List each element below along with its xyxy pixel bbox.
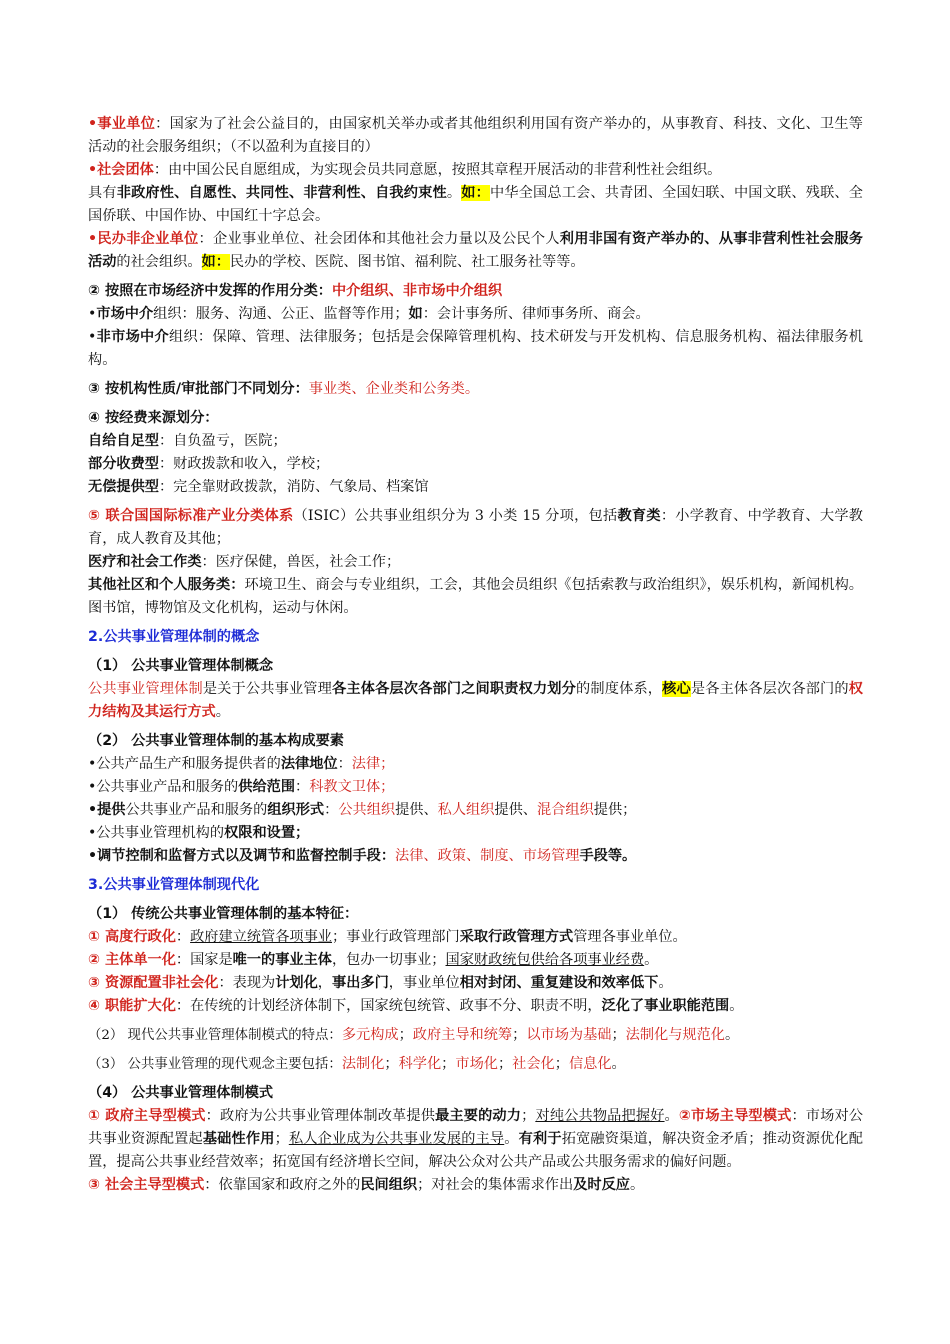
subheading-models: [88, 1082, 863, 1105]
text: 中华全国总工会、共青团、全国妇联、中国文联、残联、全国侨联、中国作协、中国红十字总会。: [88, 185, 863, 224]
bold-text: 唯一的事业主体: [232, 952, 332, 968]
text: 管理各事业单位。: [573, 929, 687, 945]
text: 提供、: [395, 802, 438, 818]
definition-text: ：由中国公民自愿组成，为实现会员共同意愿，按照其章程开展活动的非营利性社会组织。: [153, 162, 722, 178]
text: 的制度体系，: [576, 681, 663, 697]
red-text: ③ 社会主导型模式: [88, 1177, 205, 1193]
section-title: ④ 按经费来源划分：: [88, 410, 219, 426]
red-text: 中介组织、非市场中介组织: [331, 283, 503, 299]
paragraph-partial-fee: [88, 453, 863, 476]
text: ：国家是: [175, 952, 233, 968]
highlight-example: 如：: [201, 254, 230, 270]
red-text: 法律、政策、制度、市场管理: [395, 848, 580, 864]
text: 环境卫生、商会与专业组织，工会，其他会员组织《包括索教与政治组织》，娱乐机构，新闻机构。图书馆，博物馆及文化机构，运动与休闲。: [88, 577, 863, 616]
subheading-1: [88, 655, 863, 678]
text: •公共事业产品和服务的: [88, 779, 239, 795]
bold-text: 非市场中介: [96, 329, 169, 345]
bold-text: 有利于: [518, 1131, 562, 1147]
text: •公共产品生产和服务提供者的: [88, 756, 281, 772]
subsection-title: （1） 传统公共事业管理体制的基本特征：: [88, 906, 359, 922]
text: ：小学教育、中学教育、大学教育，成人教育及其他；: [88, 508, 863, 547]
text: ；: [521, 1108, 536, 1124]
red-text: 混合组织: [537, 802, 594, 818]
red-text: 私人组织: [437, 802, 495, 818]
text: 是各主体各层次各部门的: [690, 681, 849, 697]
bold-text: 相对封闭、重复建设和效率低下: [459, 975, 659, 991]
red-text: 以市场为基础: [526, 1027, 612, 1043]
bold-text: 非政府性、自愿性、共同性、非营利性、自我约束性: [116, 185, 447, 201]
definition-text: ：国家为了社会公益目的，由国家机关举办或者其他组织利用国有资产举办的，从事教育、科技、文化、卫生等活动的社会服务组织；（不以盈利为直接目的）: [88, 116, 863, 155]
text: ：: [337, 756, 352, 772]
term-label: •事业单位: [88, 116, 156, 132]
red-text: 科学化: [398, 1056, 442, 1072]
text: 。: [629, 1177, 645, 1193]
paragraph-market-intermediary: [88, 303, 863, 326]
feature-resource-allocation: [88, 972, 863, 995]
text: 。: [215, 704, 230, 720]
bold-text: 泛化了事业职能范围: [601, 998, 730, 1014]
text: ：完全靠财政拨款，消防、气象局、档案馆: [158, 479, 429, 495]
text: 。: [729, 998, 744, 1014]
paragraph-free-provision: [88, 476, 863, 499]
bold-text: 基础性作用: [202, 1131, 275, 1147]
subheading-traditional: [88, 903, 863, 926]
text: ：会计事务所、律师事务所、商会。: [422, 306, 650, 322]
paragraph-modern-concepts: [88, 1053, 863, 1076]
bold-text: 如: [408, 306, 423, 322]
term-label: •社会团体: [88, 162, 154, 178]
bold-text: 手段等。: [579, 848, 637, 864]
heading-funding-source: [88, 407, 863, 430]
bold-text: 其他社区和个人服务类：: [88, 577, 245, 593]
text: （3） 公共事业管理的现代观念主要包括：: [88, 1057, 342, 1072]
red-text: 市场化: [455, 1056, 498, 1072]
bold-text: •调节控制和监督方式以及调节和监督控制手段：: [88, 848, 396, 864]
document-body: [88, 113, 863, 1197]
paragraph-society-model: [88, 1174, 863, 1197]
paragraph-gov-market-models: [88, 1105, 863, 1174]
list-item-supply-scope: [88, 776, 863, 799]
bold-text: 市场中介: [96, 306, 154, 322]
text: •公共事业管理机构的: [88, 825, 225, 841]
red-text: 多元构成: [341, 1027, 399, 1043]
paragraph-modern-features: [88, 1024, 863, 1047]
paragraph-non-market-intermediary: [88, 326, 863, 372]
red-text: ⑤ 联合国国际标准产业分类体系: [88, 508, 294, 524]
text: 。: [611, 1056, 626, 1072]
list-item-legal-status: [88, 753, 863, 776]
text: 。: [724, 1027, 740, 1043]
red-text: 科教文卫体；: [309, 779, 395, 795]
section-title: ③ 按机构性质/审批部门不同划分：: [88, 381, 309, 397]
text: ；: [274, 1131, 289, 1147]
text: ：市场对公共事业资源配置起: [88, 1108, 863, 1147]
text: ：财政拨款和收入，学校；: [158, 456, 330, 472]
list-item-control-methods: [88, 845, 863, 868]
paragraph-medical-social: [88, 551, 863, 574]
text: ，包办一切事业；: [331, 952, 446, 968]
bold-text: 采取行政管理方式: [459, 929, 574, 945]
heading-market-role: [88, 280, 863, 303]
bullet: •: [88, 306, 97, 322]
text: 组织：服务、沟通、公正、监督等作用；: [153, 306, 409, 322]
text: （2） 现代公共事业管理体制模式的特点：: [88, 1028, 342, 1043]
text: ；: [512, 1027, 527, 1043]
text: ：政府为公共事业管理体制改革提供: [205, 1108, 436, 1124]
text: ：: [324, 802, 339, 818]
term-label: •民办非企业单位: [88, 231, 199, 247]
bold-text: 最主要的动力: [435, 1108, 522, 1124]
bold-text: 权限和设置；: [224, 825, 310, 841]
text: 。: [664, 1108, 679, 1124]
red-text: ① 政府主导型模式: [88, 1108, 206, 1124]
text: 是关于公共事业管理: [202, 681, 333, 697]
red-text: 法制化: [341, 1056, 385, 1072]
text: 拓宽融资渠道，解决资金矛盾；推动资源优化配置，提高公共事业经营效率；拓宽国有经济增长空间，解决公众对公共产品或公共服务需求的偏好问题。: [88, 1131, 863, 1170]
bold-text: 利用非国有资产举办的、从事非营利性社会服务活动: [88, 231, 863, 270]
red-text: ②市场主导型模式: [678, 1108, 792, 1124]
bold-text: 计划化: [275, 975, 318, 991]
bold-text: 及时反应: [573, 1177, 630, 1193]
heading-institution-nature: [88, 378, 863, 401]
text: ；: [554, 1056, 569, 1072]
subsection-title: （4） 公共事业管理体制模式: [88, 1085, 274, 1101]
text: ；事业行政管理部门: [331, 929, 460, 945]
bold-text: 供给范围: [238, 779, 296, 795]
text: ：在传统的计划经济体制下，国家统包统管、政事不分、职责不明，: [175, 998, 602, 1014]
bold-text: 组织形式: [267, 802, 325, 818]
red-text: ④ 职能扩大化: [88, 998, 176, 1014]
text: ；: [441, 1056, 456, 1072]
bold-text: 自给自足型: [88, 433, 159, 449]
bold-text: 民间组织: [360, 1177, 418, 1193]
paragraph-social-group-features: [88, 182, 863, 228]
text: （ISIC）公共事业组织分为 3 小类 15 分项，包括: [293, 508, 618, 524]
bold-text: 医疗和社会工作类: [88, 554, 202, 570]
underlined-text: 私人企业成为公共事业发展的主导: [288, 1131, 505, 1147]
highlight-text: 核心: [662, 681, 691, 697]
bold-text: 法律地位: [280, 756, 338, 772]
paragraph-isic: [88, 505, 863, 551]
red-text: ① 高度行政化: [88, 929, 176, 945]
paragraph-self-sufficient: [88, 430, 863, 453]
text: ；: [398, 1027, 413, 1043]
bold-text: •提供: [88, 802, 126, 818]
subsection-title: （2） 公共事业管理体制的基本构成要素: [88, 733, 344, 749]
text: ：: [295, 779, 310, 795]
text: 组织：保障、管理、法律服务；包括是会保障管理机构、技术研发与开发机构、信息服务机构、福法律服务机构。: [88, 329, 863, 368]
bold-text: 事出多门: [332, 975, 389, 991]
bold-text: 各主体各层次各部门之间职责权力划分: [332, 681, 577, 697]
text: 。: [446, 185, 462, 201]
red-text: ② 主体单一化: [88, 952, 176, 968]
red-text: 公共事业管理体制: [88, 681, 203, 697]
list-item-organization-form: [88, 799, 863, 822]
text: ：医疗保健，兽医，社会工作；: [201, 554, 401, 570]
red-bold-text: 权力结构及其运行方式: [88, 681, 863, 720]
text: ：依靠国家和政府之外的: [204, 1177, 361, 1193]
red-text: ③ 资源配置非社会化: [88, 975, 219, 991]
bullet: •: [88, 329, 97, 345]
text: 公共事业产品和服务的: [125, 802, 268, 818]
text: 提供、: [494, 802, 537, 818]
highlight-example: 如：: [461, 185, 490, 201]
bold-text: 部分收费型: [88, 456, 159, 472]
text: ：表现为: [218, 975, 276, 991]
red-text: 社会化: [512, 1056, 555, 1072]
section-heading-2: 2.公共事业管理体制的概念: [88, 629, 260, 645]
feature-high-administration: [88, 926, 863, 949]
paragraph-system-concept: [88, 678, 863, 724]
text: 。: [658, 975, 673, 991]
text: ：自负盈亏，医院；: [158, 433, 287, 449]
text: 具有: [88, 185, 117, 201]
text: ；: [384, 1056, 399, 1072]
underlined-text: 政府建立统管各项事业: [190, 929, 332, 945]
section-title: ② 按照在市场经济中发挥的作用分类：: [88, 283, 332, 299]
text: ：企业事业单位、社会团体和其他社会力量以及公民个人: [198, 231, 560, 247]
text: 的社会组织。: [116, 254, 202, 270]
red-text: 公共组织: [338, 802, 396, 818]
text: 。: [644, 952, 659, 968]
text: 。: [504, 1131, 519, 1147]
list-item-authority: [88, 822, 863, 845]
text: ；: [611, 1027, 626, 1043]
feature-single-subject: [88, 949, 863, 972]
text: ，事业单位: [388, 975, 460, 991]
text: ：: [175, 929, 191, 945]
red-text: 信息化: [568, 1056, 612, 1072]
bold-text: 无偿提供型: [88, 479, 159, 495]
paragraph-social-group: [88, 159, 863, 182]
feature-function-expansion: [88, 995, 863, 1018]
red-text: 法律；: [351, 756, 395, 772]
text: 民办的学校、医院、图书馆、福利院、社工服务社等等。: [229, 254, 585, 270]
red-text: 事业类、企业类和公务类。: [308, 381, 480, 397]
paragraph-private-non-enterprise: [88, 228, 863, 274]
paragraph-other-community: [88, 574, 863, 620]
bold-text: 教育类: [617, 508, 661, 524]
red-text: 政府主导和统筹: [412, 1027, 513, 1043]
paragraph-public-institution: [88, 113, 863, 159]
subheading-2: [88, 730, 863, 753]
red-text: 法制化与规范化: [625, 1027, 725, 1043]
subsection-title: （1） 公共事业管理体制概念: [88, 658, 274, 674]
text: ；对社会的集体需求作出: [417, 1177, 574, 1193]
text: ，: [317, 975, 332, 991]
text: 提供；: [593, 802, 637, 818]
underlined-text: 对纯公共物品把握好: [535, 1108, 665, 1124]
section-heading-3: 3.公共事业管理体制现代化: [88, 877, 260, 893]
text: ；: [497, 1056, 513, 1072]
underlined-text: 国家财政统包供给各项事业经费: [445, 952, 645, 968]
